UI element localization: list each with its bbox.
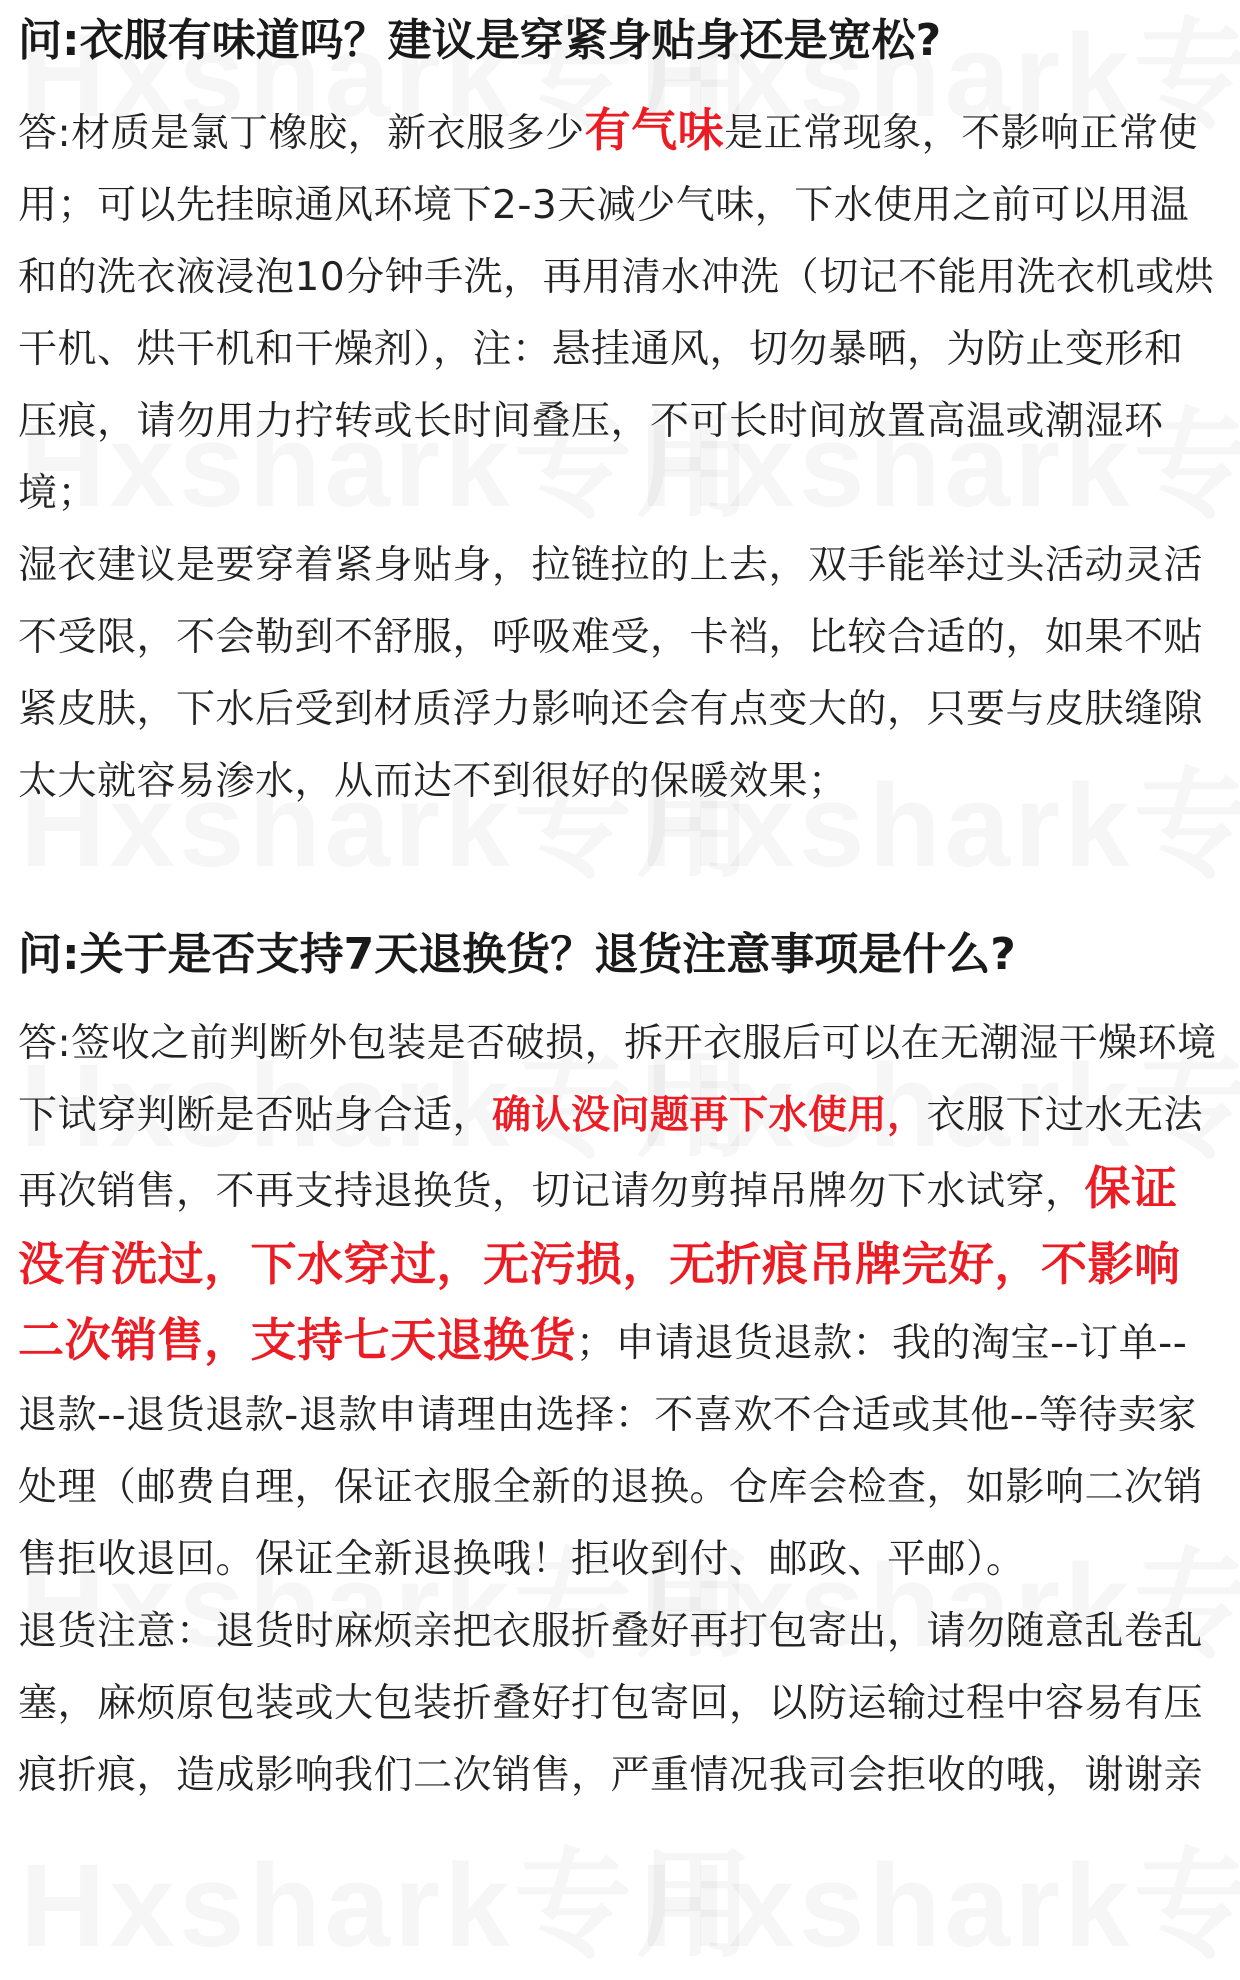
answer-paragraph bbox=[18, 530, 1222, 818]
answer-text: 湿衣建议是要穿着紧身贴身，拉链拉的上去，双手能举过头活动灵活不受限，不会勒到不舒服，呼吸难受，卡裆，比较合适的，如果不贴紧皮肤，下水后受到材质浮力影响还会有点变大的，只要与皮肤缝隙太大就容易渗水，从而达不到很好的保暖效果； bbox=[18, 543, 1204, 804]
answer-text: 答:签收之前判断外包装是否破损，拆开衣服后可以在无潮湿干燥环境下试穿判断是否贴身合适， bbox=[18, 1021, 1217, 1138]
answer-paragraph bbox=[18, 1008, 1222, 1596]
section-gap bbox=[18, 818, 1222, 914]
answer-paragraph bbox=[18, 1596, 1222, 1812]
watermark-text bbox=[20, 1810, 758, 1980]
faq-question: 问:衣服有味道吗？建议是穿紧身贴身还是宽松? bbox=[18, 15, 942, 66]
answer-text: 是正常现象，不影响正常使用；可以先挂晾通风环境下2-3天减少气味，下水使用之前可以用温和的洗衣液浸泡10分钟手洗，再用清水冲洗（切记不能用洗衣机或烘干机、烘干机和干燥剂），注：悬挂通风，切勿暴晒，为防止变形和压痕，请勿用力拧转或长时间叠压，不可长时间放置高温或潮湿环境； bbox=[18, 111, 1215, 516]
watermark-text bbox=[640, 1810, 1240, 1980]
faq-answer bbox=[18, 1008, 1222, 1812]
faq-item-returns bbox=[18, 914, 1222, 1812]
answer-paragraph bbox=[18, 94, 1222, 530]
highlight-text: 有气味 bbox=[584, 103, 725, 157]
highlight-text: 保证没有洗过，下水穿过，无污损，无折痕吊牌完好，不影响二次销售，支持七天退换货 bbox=[18, 1161, 1181, 1367]
answer-text: 衣服下过水无法再次销售，不再支持退换货，切记请勿剪掉吊牌勿下水试穿， bbox=[18, 1093, 1204, 1214]
highlight-text: 确认没问题再下水使用， bbox=[492, 1093, 927, 1138]
answer-text: 退货注意：退货时麻烦亲把衣服折叠好再打包寄出，请勿随意乱卷乱塞，麻烦原包装或大包装折叠好打包寄回，以防运输过程中容易有压痕折痕，造成影响我们二次销售，严重情况我司会拒收的哦，谢谢亲 bbox=[18, 1609, 1204, 1798]
faq-item-odor-fit bbox=[18, 0, 1222, 818]
answer-text: 答:材质是氯丁橡胶，新衣服多少 bbox=[18, 111, 585, 156]
answer-text: ；申请退货退款：我的淘宝--订单--退款--退货退款-退款申请理由选择：不喜欢不合适或其他--等待卖家处理（邮费自理，保证衣服全新的退换。仓库会检查，如影响二次销售拒收退回。保证全新退换哦！拒收到付、邮政、平邮）。 bbox=[18, 1321, 1204, 1582]
faq-question: 问:关于是否支持7天退换货？退货注意事项是什么? bbox=[18, 929, 1016, 980]
faq-answer bbox=[18, 94, 1222, 818]
